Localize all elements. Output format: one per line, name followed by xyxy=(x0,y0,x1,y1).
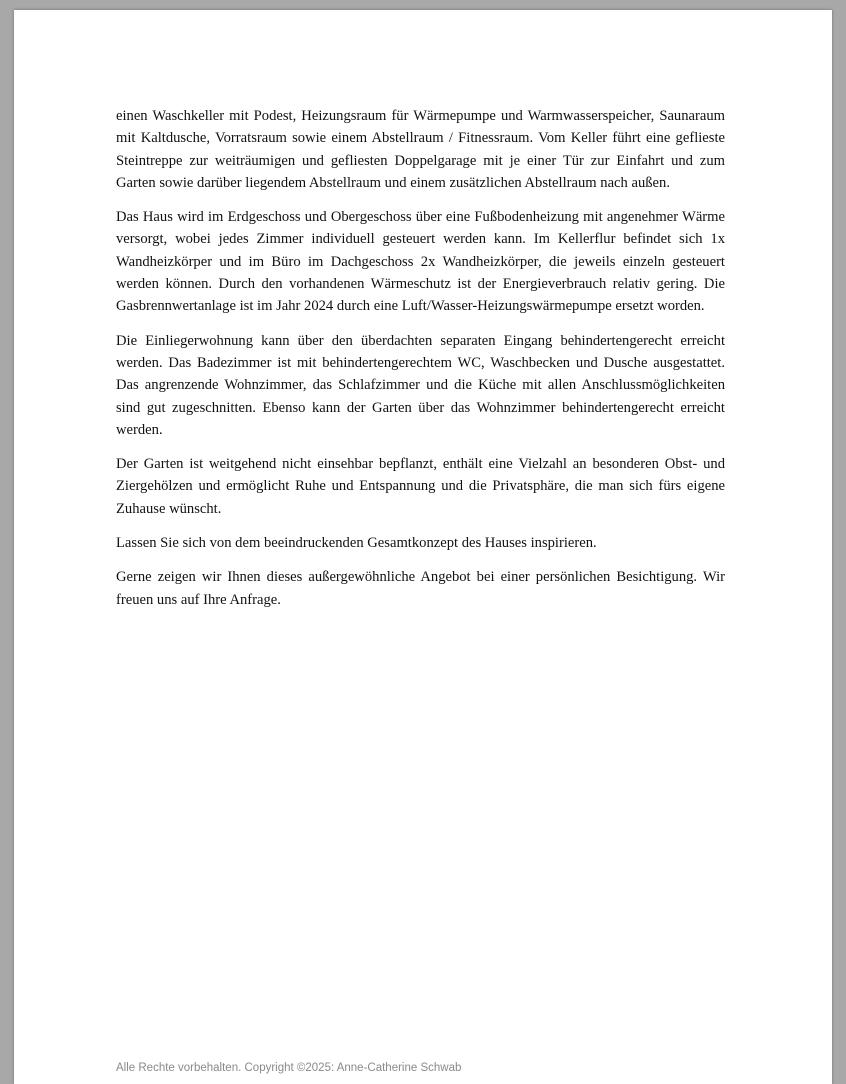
document-body xyxy=(116,105,725,623)
paragraph-granny-flat: Die Einliegerwohnung kann über den überdachten separaten Eingang behindertengerecht erreicht werden. Das Badezimmer ist mit behindertengerechtem WC, Waschbecken und Dusche ausgestattet. Das angrenzende Wohnzimmer, das Schlafzimmer und die Küche mit allen Anschlussmöglichkeiten sind gut zugeschnitten. Ebenso kann der Garten über das Wohnzimmer behindertengerecht erreicht werden. xyxy=(116,332,725,438)
paragraph-heating: Das Haus wird im Erdgeschoss und Obergeschoss über eine Fußbodenheizung mit angenehmer Wärme versorgt, wobei jedes Zimmer individuell gesteuert werden kann. Im Kellerflur befindet sich 1x Wandheizkörper und im Büro im Dachgeschoss 2x Wandheizkörper, die jeweils einzeln gesteuert werden können. Durch den vorhandenen Wärmeschutz ist der Energieverbrauch relativ gering. Die Gasbrennwertanlage ist im Jahr 2024 durch eine Luft/Wasser-Heizungswärmepumpe ersetzt worden. xyxy=(116,209,725,315)
paragraph-garden: Der Garten ist weitgehend nicht einsehbar bepflanzt, enthält eine Vielzahl an besonderen Obst- und Ziergehölzen und ermöglicht Ruhe und Entspannung und die Privatsphäre, die man sich fürs eigene Zuhause wünscht. xyxy=(116,456,725,517)
paragraph-inspiration: Lassen Sie sich von dem beeindruckenden Gesamtkonzept des Hauses inspirieren. xyxy=(116,535,597,552)
paragraph-basement: einen Waschkeller mit Podest, Heizungsraum für Wärmepumpe und Warmwasserspeicher, Saunaraum mit Kaltdusche, Vorratsraum sowie einem Abstellraum / Fitnessraum. Vom Keller führt eine geflieste Steintreppe zur weiträumigen und gefliesten Doppelgarage mit je einer Tür zur Einfahrt und zum Garten sowie darüber liegendem Abstellraum und einem zusätzlichen Abstellraum nach außen. xyxy=(116,108,725,191)
paragraph-viewing: Gerne zeigen wir Ihnen dieses außergewöhnliche Angebot bei einer persönlichen Besichtigung. Wir freuen uns auf Ihre Anfrage. xyxy=(116,569,725,608)
copyright-footer: Alle Rechte vorbehalten. Copyright ©2025: Anne-Catherine Schwab xyxy=(116,1062,462,1074)
document-page xyxy=(14,10,832,1084)
